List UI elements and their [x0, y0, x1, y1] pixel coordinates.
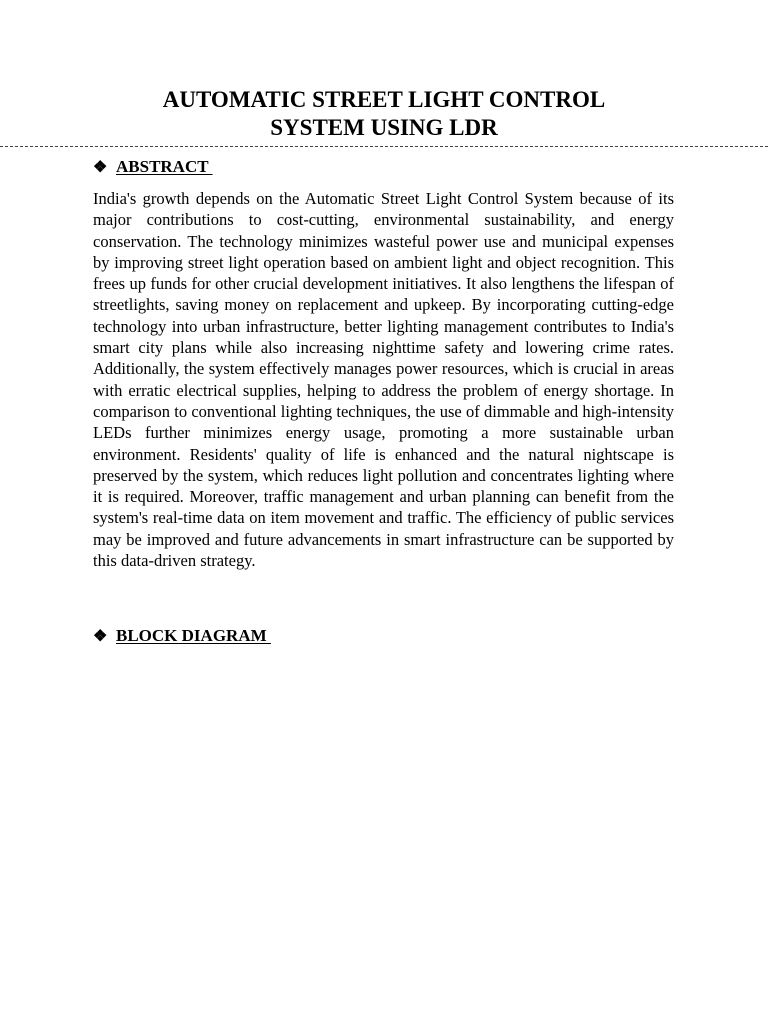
abstract-heading — [93, 157, 213, 178]
diamond-bullet-icon: ❖ — [93, 159, 108, 176]
block-diagram-heading-text: BLOCK DIAGRAM — [116, 626, 271, 645]
block-diagram-heading — [93, 626, 271, 647]
abstract-heading-text: ABSTRACT — [116, 157, 213, 176]
page-title — [0, 86, 768, 142]
title-divider — [0, 146, 768, 147]
title-line-1: AUTOMATIC STREET LIGHT CONTROL — [162, 87, 606, 112]
abstract-paragraph: India's growth depends on the Automatic Street Light Control System because of its major contributions to cost-cutting, environmental sustainability, and energy conservation. The technology minimizes wasteful power use and municipal expenses by improving street light operation based on ambient light and object recognition. This frees up funds for other crucial development initiatives. It also lengthens the lifespan of streetlights, saving money on replacement and upkeep. By incorporating cutting-edge technology into urban infrastructure, better lighting management contributes to India's smart city plans while also increasing nighttime safety and lowering crime rates. Additionally, the system effectively manages power resources, which is crucial in areas with erratic electrical supplies, helping to address the problem of energy shortage. In comparison to conventional lighting techniques, the use of dimmable and high-intensity LEDs further minimizes energy usage, promoting a more sustainable urban environment. Residents' quality of life is enhanced and the natural nightscape is preserved by the system, which reduces light pollution and concentrates lighting where it is required. Moreover, traffic management and urban planning can benefit from the system's real-time data on item movement and traffic. The efficiency of public services may be improved and future advancements in smart infrastructure can be supported by this data-driven strategy. — [93, 189, 674, 571]
diamond-bullet-icon: ❖ — [93, 628, 108, 645]
title-line-2: SYSTEM USING LDR — [270, 115, 498, 140]
